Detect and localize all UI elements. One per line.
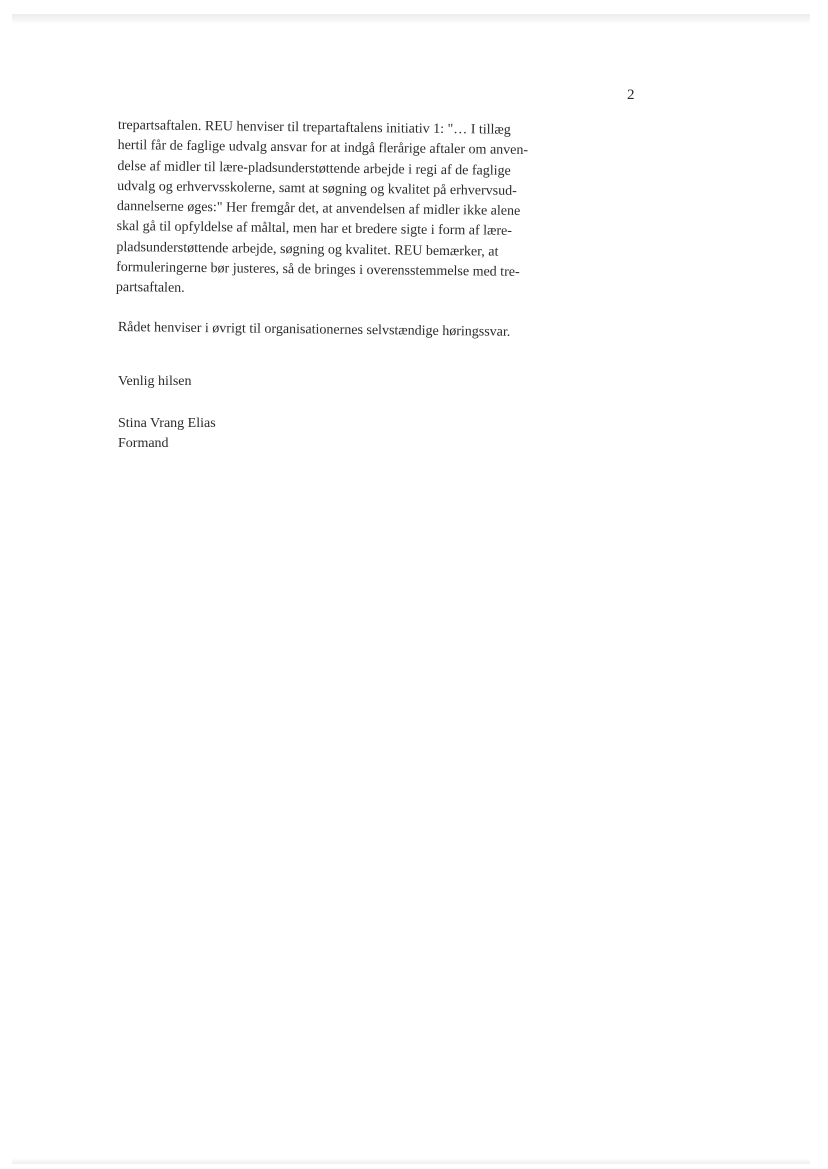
paragraph-line: Rådet henviser i øvrigt til organisationernes selvstændige høringssvar. <box>117 319 511 340</box>
paragraph-line: formuleringerne bør justeres, så de bringes i overensstemmelse med tre- <box>116 260 520 280</box>
page-number: 2 <box>627 87 635 103</box>
scan-bottom-edge <box>12 1158 810 1164</box>
paragraph-line: skal gå til opfyldelse af måltal, men har et bredere sigte i form af lære- <box>116 219 513 240</box>
paragraph-line: udvalg og erhvervsskolerne, samt at søgning og kvalitet på erhvervsud- <box>117 178 517 199</box>
paragraph-line: hertil får de faglige udvalg ansvar for at indgå flerårige aftaler om anven- <box>117 138 529 159</box>
paragraph-line: partsaftalen. <box>115 280 185 297</box>
paragraph-line: delse af midler til lære-pladsunderstøttende arbejde i regi af de faglige <box>117 158 511 179</box>
paragraph-line: trepartsaftalen. REU henviser til trepartaftalens initiativ 1: "… I tillæg <box>117 117 511 138</box>
signature-block <box>118 414 216 454</box>
body-paragraph-1 <box>116 116 580 304</box>
signatory-name: Stina Vrang Elias <box>118 416 216 431</box>
body-paragraph-2 <box>118 318 580 344</box>
paragraph-line: pladsunderstøttende arbejde, søgning og kvalitet. REU bemærker, at <box>116 239 499 260</box>
signatory-title: Formand <box>118 436 169 451</box>
closing-salutation: Venlig hilsen <box>118 374 192 389</box>
scan-top-edge <box>12 14 810 24</box>
paragraph-line: dannelserne øges:" Her fremgår det, at anvendelsen af midler ikke alene <box>116 199 521 220</box>
